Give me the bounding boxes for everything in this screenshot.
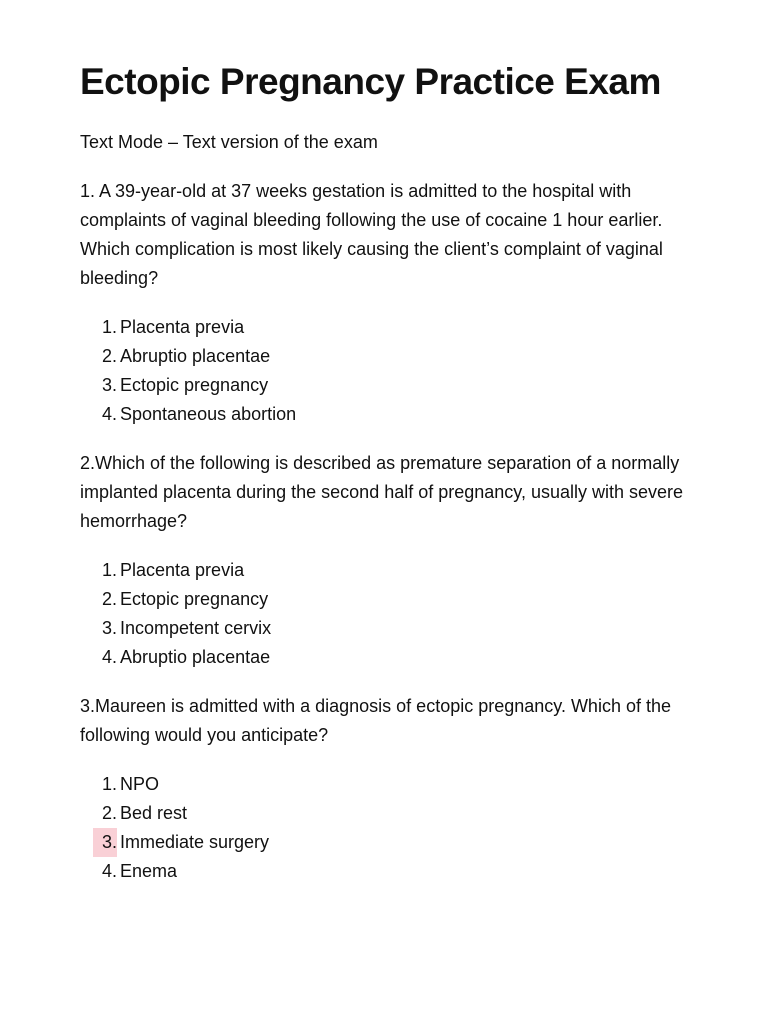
question-1-text: 1. A 39-year-old at 37 weeks gestation is admitted to the hospital with complaints of vaginal bleeding following the use of cocaine 1 hour earlier. Which complication is most likely causing the client’s complaint of vaginal bleeding? bbox=[80, 181, 663, 288]
page-subtitle: Text Mode – Text version of the exam bbox=[80, 132, 378, 152]
question-3-option-3 bbox=[80, 828, 700, 857]
question-2-options bbox=[80, 556, 700, 672]
option-number: 3. bbox=[101, 375, 117, 395]
option-text: Abruptio placentae bbox=[120, 346, 271, 366]
question-1-option-2 bbox=[80, 342, 700, 371]
option-number: 1. bbox=[101, 317, 117, 337]
option-number: 4. bbox=[101, 404, 117, 424]
option-number: 3. bbox=[101, 618, 117, 638]
option-text: Ectopic pregnancy bbox=[120, 375, 269, 395]
question-1-options bbox=[80, 313, 700, 429]
option-number: 1. bbox=[101, 560, 117, 580]
option-text: Incompetent cervix bbox=[120, 618, 272, 638]
option-number: 1. bbox=[101, 774, 117, 794]
option-text: Enema bbox=[120, 861, 178, 881]
option-number: 2. bbox=[101, 346, 117, 366]
option-number: 2. bbox=[101, 589, 117, 609]
question-3-options bbox=[80, 770, 700, 886]
option-number: 2. bbox=[101, 803, 117, 823]
option-text: Abruptio placentae bbox=[120, 647, 271, 667]
question-1-option-3 bbox=[80, 371, 700, 400]
option-number-highlighted: 3. bbox=[93, 828, 117, 857]
option-text: Spontaneous abortion bbox=[120, 404, 297, 424]
question-3-option-2 bbox=[80, 799, 700, 828]
question-2-option-4 bbox=[80, 643, 700, 672]
question-1-option-4 bbox=[80, 400, 700, 429]
question-3-option-1 bbox=[80, 770, 700, 799]
option-text: Ectopic pregnancy bbox=[120, 589, 269, 609]
option-number: 4. bbox=[101, 861, 117, 881]
option-text: Placenta previa bbox=[120, 560, 245, 580]
question-3-text: 3.Maureen is admitted with a diagnosis of ectopic pregnancy. Which of the following would you anticipate? bbox=[80, 696, 671, 745]
document-page bbox=[80, 56, 700, 906]
option-text: NPO bbox=[120, 774, 160, 794]
question-2-option-3 bbox=[80, 614, 700, 643]
question-2-option-2 bbox=[80, 585, 700, 614]
option-text: Bed rest bbox=[120, 803, 188, 823]
option-number: 4. bbox=[101, 647, 117, 667]
page-title: Ectopic Pregnancy Practice Exam bbox=[80, 61, 661, 102]
question-2-text: 2.Which of the following is described as premature separation of a normally implanted placenta during the second half of pregnancy, usually with severe hemorrhage? bbox=[80, 453, 684, 531]
option-text: Placenta previa bbox=[120, 317, 245, 337]
option-text: Immediate surgery bbox=[120, 832, 270, 852]
question-3-option-4 bbox=[80, 857, 700, 886]
question-1-option-1 bbox=[80, 313, 700, 342]
question-2-option-1 bbox=[80, 556, 700, 585]
